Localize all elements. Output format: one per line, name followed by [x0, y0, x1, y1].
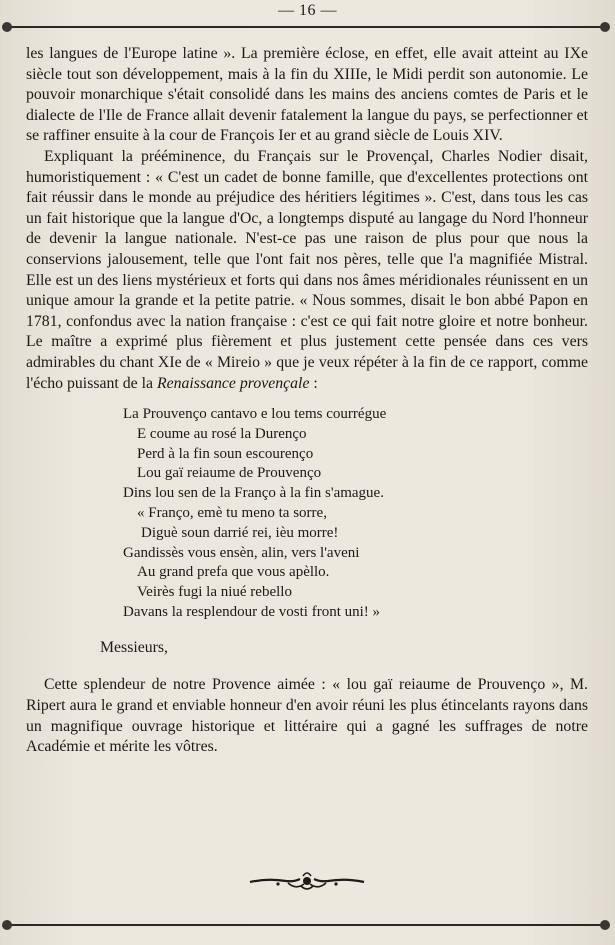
poem-line: Dins lou sen de la Franço à la fin s'amague.: [123, 485, 384, 502]
poem-line: Diguè soun darrié rei, ièu morre!: [141, 524, 339, 541]
salutation: Messieurs,: [100, 638, 169, 656]
corner-dot-bottom-right: [600, 920, 610, 930]
page-number: — 16 —: [278, 2, 337, 19]
poem-line: Veirès fugi la niué rebello: [137, 584, 292, 601]
poem-line: La Prouvenço cantavo e lou tems courrégue: [123, 406, 387, 423]
poem-line: « Franço, emè tu meno ta sorre,: [137, 505, 327, 522]
poem-line: Lou gaï reiaume de Prouvenço: [137, 465, 322, 482]
paragraph-2: [26, 147, 588, 394]
body-text: [26, 44, 588, 758]
poem-line: Davans la resplendour de vosti front uni! »: [123, 604, 381, 621]
paragraph-2-text: Expliquant la prééminence, du Français sur le Provençal, Charles Nodier disait, humoristiquement : « C'est un cadet de bonne famille, que d'excellentes protections ont fait réussir dans le monde au préjudice des héritiers légitimes ». C'est, dans tous les cas un fait historique que la langue d'Oc, a longtemps disputé au langage du Nord l'honneur de devenir la langue nationale. N'est-ce pas une raison de plus pour que nous la conservions jalousement, telle que l'ont fait nos pères, telle que l'a magnifiée Mistral. Elle est un des liens mystérieux et forts qui dans nos âmes méridionales réunissent en un unique amour la grande et la petite patrie. « Nous sommes, disait le bon abbé Papon en 1781, confondus avec la nation française : c'est ce qui fait notre gloire et notre bonheur. Le maître a exprimé plus fièrement et plus justement cette pensée dans ces vers admirables du chant XIe de « Mireio » que je veux répéter à la fin de ce rapport, comme l'écho puissant de la: [26, 147, 588, 392]
corner-dot-top-left: [2, 22, 12, 32]
bottom-rule: [10, 924, 602, 926]
paragraph-1: les langues de l'Europe latine ». La première éclose, en effet, elle avait atteint au IXe siècle tout son développement, mais à la fin du XIIIe, le Midi perdit son autonomie. Le pouvoir monarchique s'était consolidé dans les mains des anciens comtes de Paris et le dialecte de l'Ile de France allait devenir fatalement la langue du pays, se perfectionner et se raffiner ensuite à la cour de François Ier et au grand siècle de Louis XIV.: [26, 45, 588, 145]
poem-line: Perd à la fin soun escourenço: [137, 445, 314, 462]
paragraph-2-italic: Renaissance provençale: [156, 374, 310, 392]
fleuron-ornament-icon: [248, 870, 366, 892]
poem-line: Gandissès vous ensèn, alin, vers l'aveni: [123, 544, 360, 561]
poem-stanza: [123, 405, 588, 623]
poem-line: Au grand prefa que vous apèllo.: [137, 564, 330, 581]
corner-dot-bottom-left: [2, 920, 12, 930]
corner-dot-top-right: [600, 22, 610, 32]
top-rule: [10, 26, 602, 28]
poem-line: E coume au rosé la Durenço: [137, 425, 307, 442]
closing-paragraph: Cette splendeur de notre Provence aimée : « lou gaï reiaume de Prouvenço », M. Ripert aura le grand et enviable honneur d'en avoir réuni les plus étincelants rayons dans un magnifique ouvrage historique et littéraire qui a gagné les suffrages de notre Académie et mérite les vôtres.: [26, 676, 588, 756]
paragraph-2-end: :: [309, 374, 318, 392]
